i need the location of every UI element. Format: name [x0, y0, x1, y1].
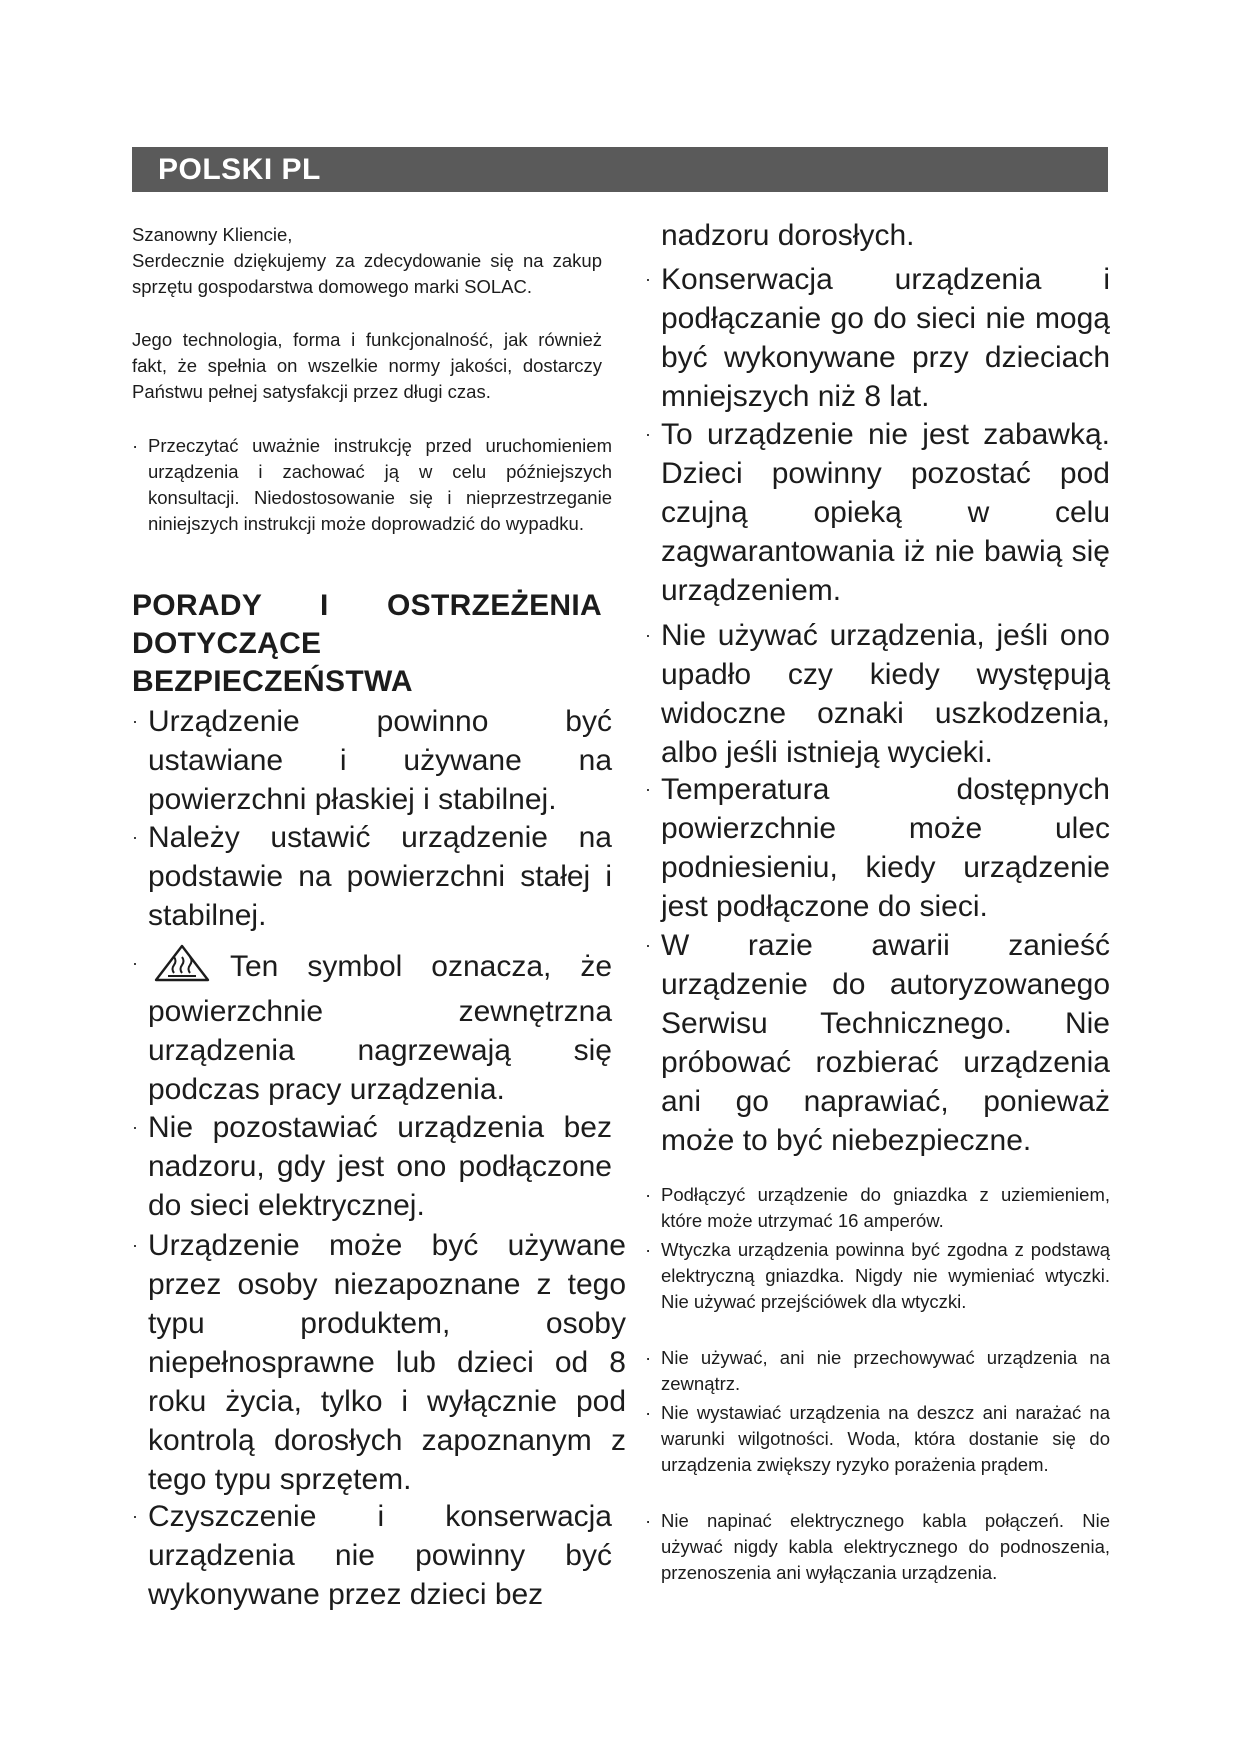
right-continuation: nadzoru dorosłych.	[661, 219, 915, 252]
language-header	[132, 147, 1108, 192]
right-item-3	[645, 616, 1110, 772]
right-small-item-4	[645, 1400, 1110, 1478]
bullet-dot: ·	[132, 827, 138, 847]
greeting: Szanowny Kliencie,	[132, 224, 293, 245]
right-small-item-1	[645, 1182, 1110, 1234]
intro-paragraph-1: Serdecznie dziękujemy za zdecydowanie się na zakup sprzętu gospodarstwa domowego marki SOLAC.	[132, 250, 602, 297]
left-item-1-text: Urządzenie powinno być ustawiane i używane na powierzchni płaskiej i stabilnej.	[148, 705, 612, 816]
right-small-item-3	[645, 1345, 1110, 1397]
intro-bullet-text: Przeczytać uważnie instrukcję przed uruchomieniem urządzenia i zachować ją w celu późniejszych konsultacji. Niedostosowanie się i nieprzestrzeganie niniejszych instrukcji może doprowadzić do wypadku.	[148, 435, 612, 534]
right-small-item-2	[645, 1237, 1110, 1315]
bullet-dot: ·	[645, 1510, 652, 1531]
right-item-4	[645, 770, 1110, 926]
right-item-4-text: Temperatura dostępnych powierzchnie może ulec podniesieniu, kiedy urządzenie jest podłączone do sieci.	[661, 773, 1110, 923]
left-item-6	[132, 1497, 612, 1614]
bullet-dot: ·	[645, 1347, 652, 1368]
right-small-item-4-text: Nie wystawiać urządzenia na deszcz ani narażać na warunki wilgotności. Woda, która dostanie się do urządzenia zwiększy ryzyko porażenia prądem.	[661, 1402, 1110, 1475]
right-small-item-2-text: Wtyczka urządzenia powinna być zgodna z podstawą elektryczną gniazdka. Nigdy nie wymieniać wtyczki. Nie używać przejściówek dla wtyczki.	[661, 1239, 1110, 1312]
bullet-dot: ·	[132, 1235, 138, 1255]
right-item-1	[645, 260, 1110, 416]
bullet-dot: ·	[645, 1184, 652, 1205]
right-item-2-text: To urządzenie nie jest zabawką. Dzieci powinny pozostać pod czujną opieką w celu zagwarantowania iż nie bawią się urządzeniem.	[661, 418, 1110, 607]
right-small-item-5	[645, 1508, 1110, 1586]
right-small-item-3-text: Nie używać, ani nie przechowywać urządzenia na zewnątrz.	[661, 1347, 1110, 1394]
section-heading: PORADY I OSTRZEŻENIA DOTYCZĄCE BEZPIECZEŃSTWA	[132, 589, 602, 698]
right-item-5-text: W razie awarii zanieść urządzenie do autoryzowanego Serwisu Technicznego. Nie próbować rozbierać urządzenia ani go naprawiać, ponieważ może to być niebezpieczne.	[661, 929, 1110, 1157]
left-item-3	[132, 944, 612, 1109]
right-item-3-text: Nie używać urządzenia, jeśli ono upadło czy kiedy występują widoczne oznaki uszkodzenia, albo jeśli istnieją wycieki.	[661, 619, 1110, 769]
bullet-dot: ·	[645, 1239, 652, 1260]
left-item-5-text: Urządzenie może być używane przez osoby niezapoznane z tego typu produktem, osoby niepełnosprawne lub dzieci od 8 roku życia, tylko i wyłącznie pod kontrolą dorosłych zapoznanym z tego typu sprzętem.	[148, 1229, 626, 1496]
left-item-4-text: Nie pozostawiać urządzenia bez nadzoru, gdy jest ono podłączone do sieci elektrycznej.	[148, 1111, 612, 1222]
right-item-5	[645, 926, 1110, 1160]
bullet-dot: ·	[132, 711, 138, 731]
bullet-dot: ·	[645, 779, 651, 799]
bullet-dot: ·	[132, 1117, 138, 1137]
left-item-4	[132, 1108, 612, 1225]
bullet-dot: ·	[132, 435, 139, 456]
left-item-1	[132, 702, 612, 819]
left-item-5	[132, 1226, 626, 1499]
bullet-dot: ·	[645, 424, 651, 444]
bullet-dot: ·	[645, 1402, 652, 1423]
left-item-2-text: Należy ustawić urządzenie na podstawie na powierzchni stałej i stabilnej.	[148, 821, 612, 932]
right-item-1-text: Konserwacja urządzenia i podłączanie go do sieci nie mogą być wykonywane przy dzieciach mniejszych niż 8 lat.	[661, 263, 1110, 413]
bullet-dot: ·	[645, 625, 651, 645]
hot-surface-warning-icon	[154, 944, 210, 992]
left-item-2	[132, 818, 612, 935]
bullet-dot: ·	[132, 1506, 138, 1526]
right-small-item-1-text: Podłączyć urządzenie do gniazdka z uziemieniem, które może utrzymać 16 amperów.	[661, 1184, 1110, 1231]
right-item-2	[645, 415, 1110, 610]
language-title: POLSKI PL	[158, 153, 321, 186]
intro-bullet	[132, 433, 612, 537]
bullet-dot: ·	[645, 935, 651, 955]
bullet-dot: ·	[645, 269, 651, 289]
left-item-3-text: Ten symbol oznacza, że powierzchnie zewnętrzna urządzenia nagrzewają się podczas pracy urządzenia.	[148, 950, 612, 1106]
bullet-dot: ·	[132, 953, 138, 973]
right-small-item-5-text: Nie napinać elektrycznego kabla połączeń. Nie używać nigdy kabla elektrycznego do podnoszenia, przenoszenia ani wyłączania urządzenia.	[661, 1510, 1110, 1583]
left-item-6-text: Czyszczenie i konserwacja urządzenia nie powinny być wykonywane przez dzieci bez	[148, 1500, 612, 1611]
intro-paragraph-2: Jego technologia, forma i funkcjonalność, jak również fakt, że spełnia on wszelkie normy jakości, dostarczy Państwu pełnej satysfakcji przez długi czas.	[132, 329, 602, 402]
